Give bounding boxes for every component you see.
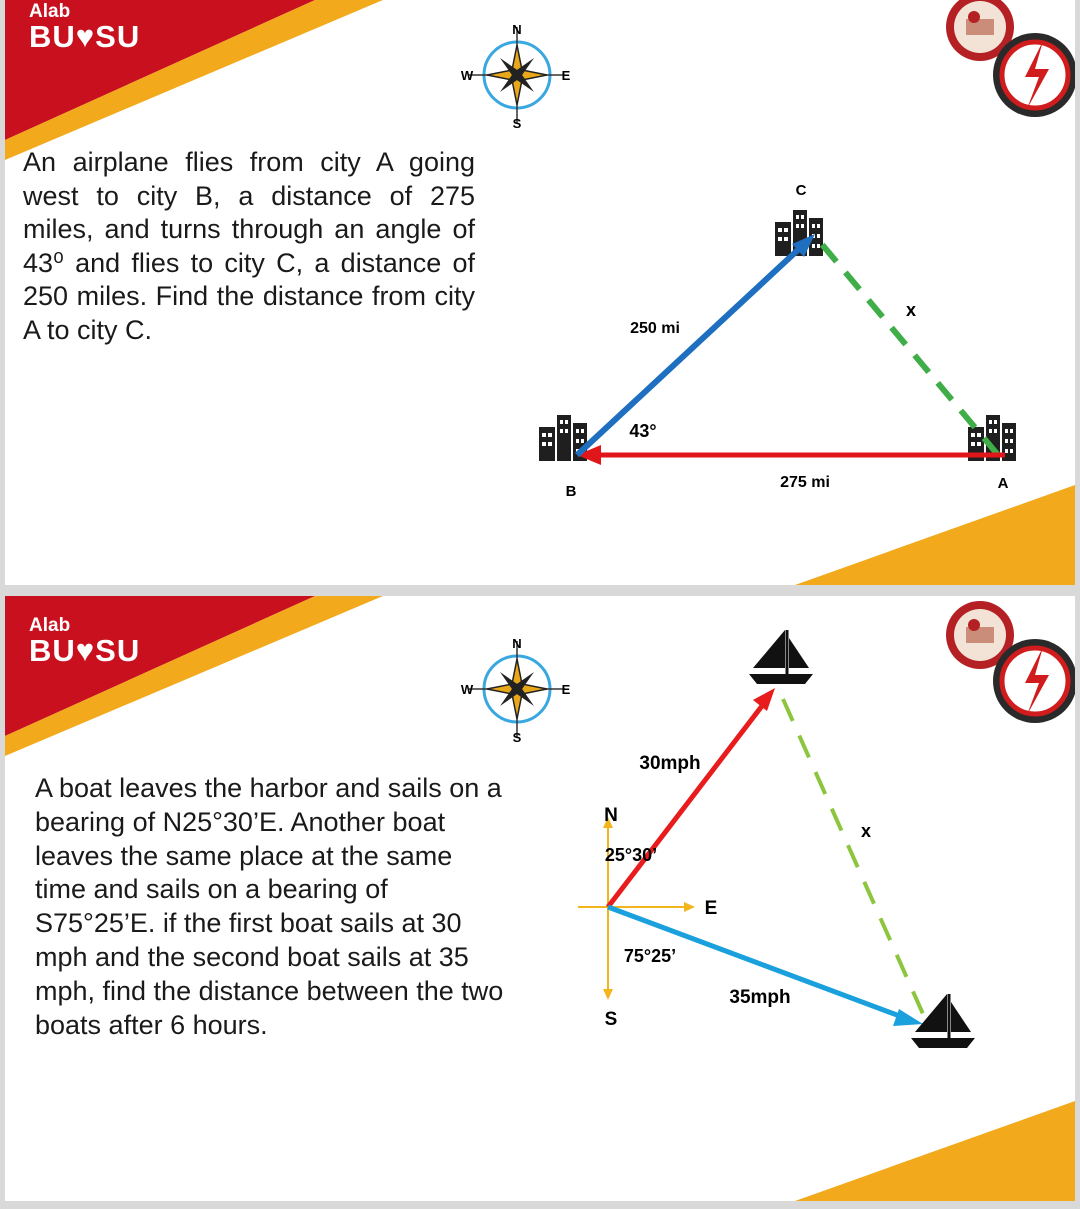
logo-text-big: BU♥SU	[29, 19, 141, 54]
label-angle-b: 43°	[629, 421, 657, 441]
label-east: E	[704, 898, 718, 919]
label-bearing-boat1: 25°30’	[604, 845, 658, 865]
triangle-diagram	[5, 0, 1075, 585]
label-x: x	[860, 821, 872, 841]
label-bearing-boat2: 75°25’	[623, 946, 677, 966]
label-b: B	[565, 483, 577, 500]
segment-bc	[577, 248, 800, 455]
label-distance-bc: 250 mi	[630, 320, 680, 337]
label-speed-boat1: 30mph	[639, 753, 701, 774]
label-speed-boat2: 35mph	[729, 987, 791, 1008]
slide-airplane-problem	[5, 0, 1075, 585]
boat2-arrow-head	[893, 1009, 923, 1026]
boat1-arrow-head	[753, 688, 775, 711]
segment-between-boats	[783, 699, 923, 1014]
compass-e: E	[561, 682, 571, 697]
label-a: A	[997, 475, 1009, 492]
boat1-path	[608, 702, 765, 907]
east-arrow-icon	[684, 902, 695, 912]
south-arrow-icon	[603, 989, 613, 1000]
boat1-sailboat-icon	[749, 630, 813, 684]
compass-s: S	[512, 730, 522, 745]
label-north: N	[604, 805, 618, 826]
problem-text: An airplane flies from city A going west to city B, a distance of 275 miles, and turns through an angle of 43⁰ and flies to city C, a distance of 250 miles. Find the distance from city A to city C.	[23, 147, 475, 345]
slide-boat-problem	[5, 596, 1075, 1201]
label-south: S	[604, 1009, 618, 1030]
compass-w: W	[460, 682, 474, 697]
problem-text: A boat leaves the harbor and sails on a bearing of N25°30’E. Another boat leaves the same place at the same time and sails on a bearing of S75°25’E. if the first boat sails at 30 mph and the second boat sails at 35 mph, find the distance between the two boats after 6 hours.	[35, 773, 504, 1040]
compass-n: N	[512, 22, 522, 37]
compass-n: N	[512, 636, 522, 651]
compass-w: W	[460, 68, 474, 83]
logo-text-big: BU♥SU	[29, 633, 141, 668]
logo-text-small: Alab	[29, 1, 71, 22]
label-distance-ab: 275 mi	[780, 474, 830, 491]
label-c: C	[795, 182, 807, 199]
label-x: x	[905, 300, 917, 320]
logo-text-small: Alab	[29, 615, 71, 636]
compass-e: E	[561, 68, 571, 83]
boat2-sailboat-icon	[911, 994, 975, 1048]
bearing-diagram	[5, 596, 1075, 1201]
compass-s: S	[512, 116, 522, 131]
segment-ac-unknown	[815, 236, 998, 455]
